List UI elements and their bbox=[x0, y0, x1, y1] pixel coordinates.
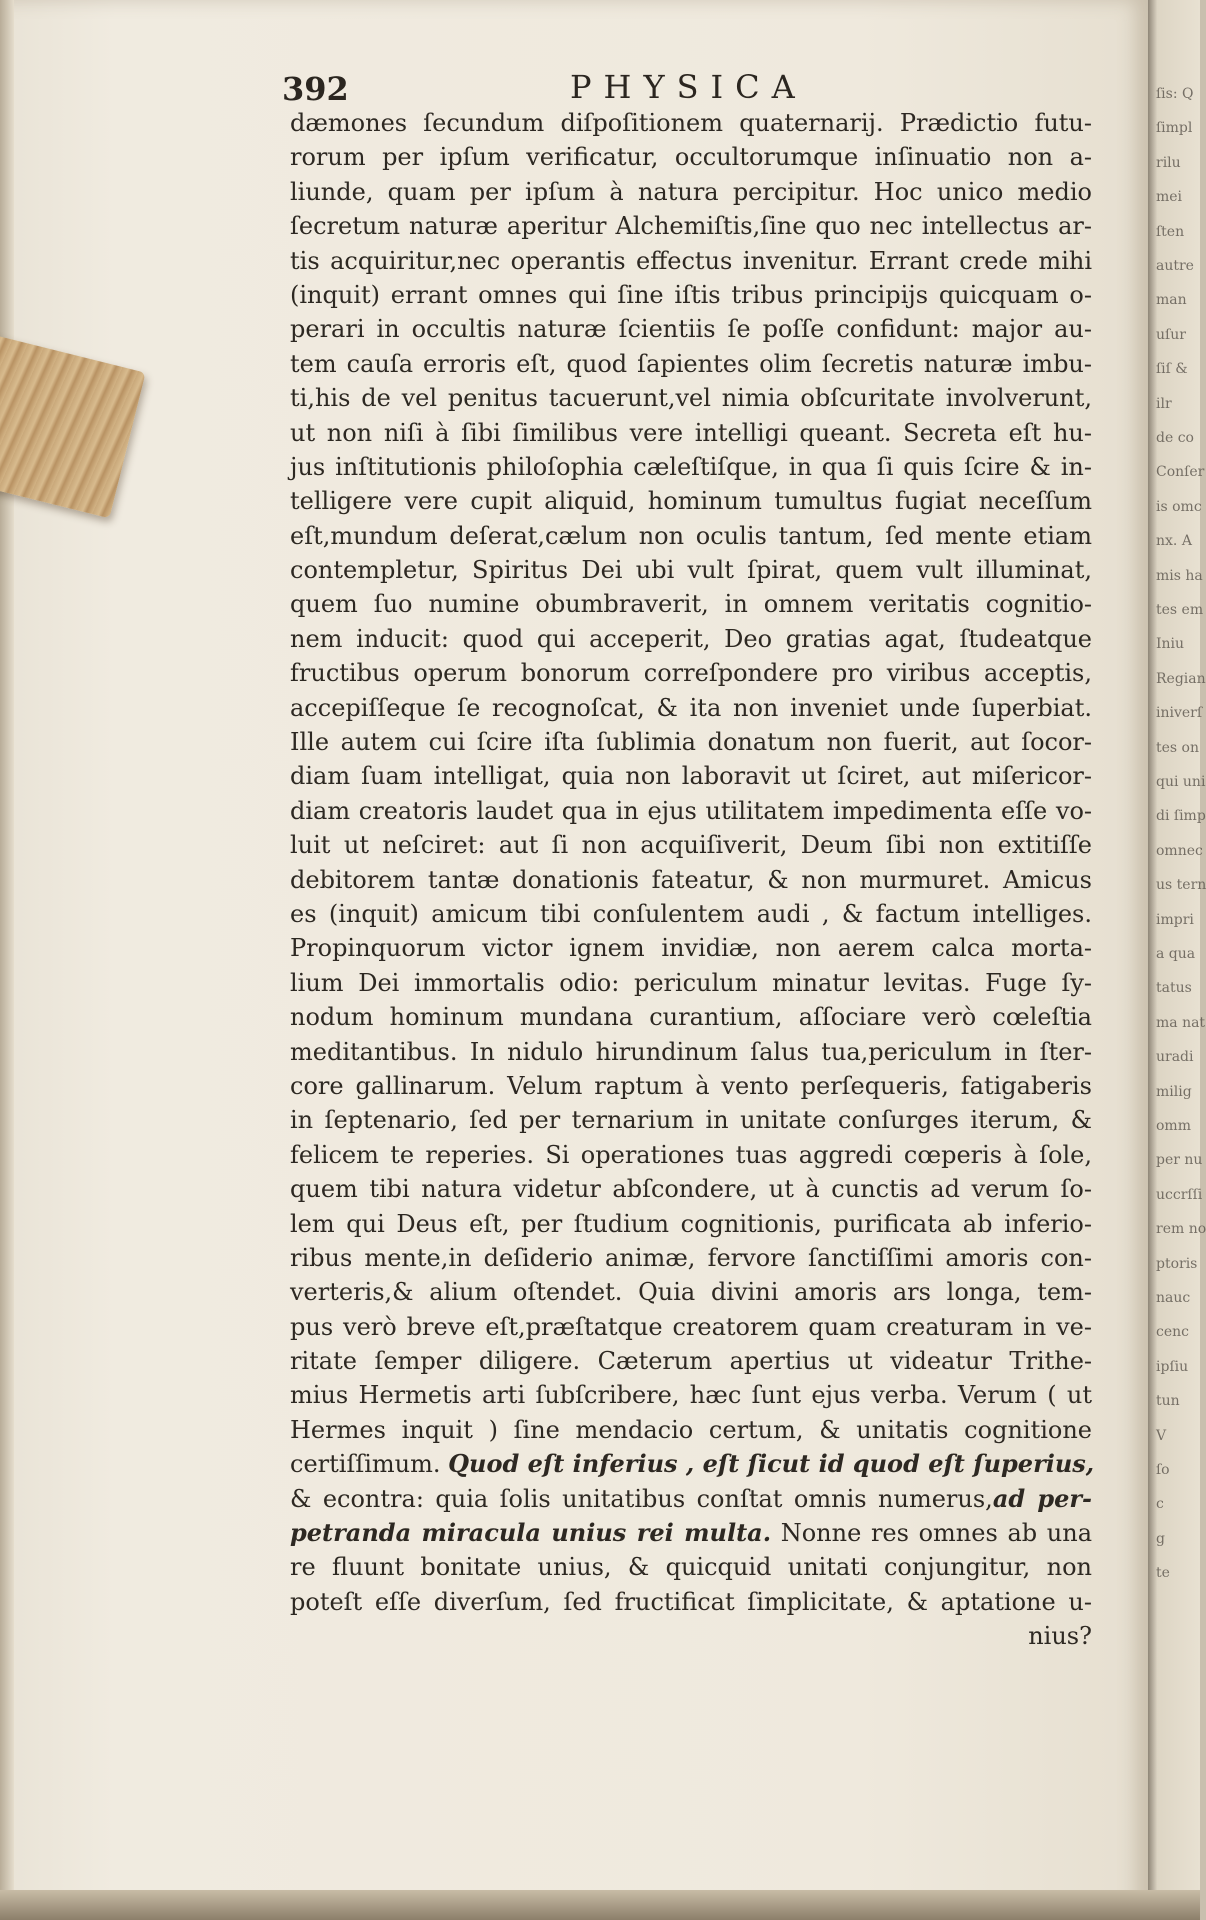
text-line bbox=[290, 794, 1092, 828]
facing-page-fragment: uradi bbox=[1156, 1049, 1194, 1066]
text-line bbox=[290, 828, 1092, 862]
facing-page-fragment: Iniu bbox=[1156, 636, 1185, 653]
facing-page-fragment: tatus bbox=[1156, 980, 1192, 997]
text-line bbox=[290, 381, 1092, 415]
text-line bbox=[290, 1619, 1092, 1653]
facing-page-fragment: tun bbox=[1156, 1393, 1180, 1410]
facing-page-fragment: iniverſ bbox=[1156, 705, 1203, 722]
facing-page-fragment: omnec bbox=[1156, 842, 1203, 859]
italic-quote: ad per- bbox=[992, 1483, 1093, 1513]
italic-quote: Quod eſt inferius , eſt ſicut id quod eſt ſuperius, bbox=[448, 1449, 1095, 1479]
facing-page-fragment: ſis: Q bbox=[1156, 86, 1194, 102]
text-segment: nodum hominum mundana curantium, aſſociare verò cœleſtia bbox=[290, 1003, 1092, 1032]
facing-page-fragment: milig bbox=[1156, 1083, 1192, 1100]
text-segment: core gallinarum. Velum raptum à vento perſequeris, fatigaberis bbox=[290, 1071, 1092, 1100]
text-segment: ritate ſemper diligere. Cæterum apertius ut videatur Trithe- bbox=[290, 1347, 1092, 1376]
text-line bbox=[290, 587, 1092, 621]
facing-page-fragment: is omc bbox=[1156, 498, 1202, 515]
text-segment: verteris,& alium oſtendet. Quia divini amoris ars longa, tem- bbox=[290, 1278, 1092, 1307]
text-segment: Hermes inquit ) ſine mendacio certum, & unitatis cognitione bbox=[290, 1415, 1092, 1444]
text-line bbox=[290, 1275, 1092, 1309]
text-segment: rorum per ipſum verificatur, occultorumque inſinuatio non a- bbox=[290, 143, 1092, 172]
text-segment: Nonne res omnes ab una bbox=[771, 1519, 1092, 1548]
text-line bbox=[290, 553, 1092, 587]
text-segment: liunde, quam per ipſum à natura percipitur. Hoc unico medio bbox=[290, 177, 1092, 206]
text-line bbox=[290, 209, 1092, 243]
text-line bbox=[290, 312, 1092, 346]
text-line bbox=[290, 1310, 1092, 1344]
text-segment: nem inducit: quod qui acceperit, Deo gratias agat, ſtudeatque bbox=[290, 624, 1092, 653]
text-line bbox=[290, 1000, 1092, 1034]
text-line bbox=[290, 759, 1092, 793]
facing-page-fragment: mei bbox=[1156, 189, 1183, 206]
facing-page-fragment: g bbox=[1156, 1530, 1165, 1547]
text-line bbox=[290, 897, 1092, 931]
facing-page-fragment: tes em bbox=[1156, 602, 1204, 618]
text-line bbox=[290, 416, 1092, 450]
text-segment: poteſt eſſe diverſum, ſed fructificat ſimplicitate, & aptatione u- bbox=[290, 1587, 1092, 1616]
facing-page-fragment: ipſiu bbox=[1156, 1358, 1189, 1375]
text-line bbox=[290, 863, 1092, 897]
text-line bbox=[290, 1035, 1092, 1069]
text-segment: pus verò breve eſt,præſtatque creatorem quam creaturam in ve- bbox=[290, 1312, 1092, 1341]
text-line bbox=[290, 931, 1092, 965]
facing-page-fragment: de co bbox=[1156, 430, 1194, 446]
facing-page-fragment: us tern bbox=[1156, 877, 1206, 894]
text-segment: felicem te reperies. Si operationes tuas aggredi cœperis à ſole, bbox=[290, 1140, 1092, 1169]
text-segment: contempletur, Spiritus Dei ubi vult ſpirat, quem vult illuminat, bbox=[290, 556, 1092, 585]
text-line bbox=[290, 484, 1092, 518]
facing-page-fragment: di ſimp bbox=[1156, 808, 1206, 825]
facing-page-fragment: ma nat bbox=[1156, 1014, 1206, 1031]
text-segment: lem qui Deus eſt, per ſtudium cognitionis, purificata ab inferio- bbox=[290, 1209, 1092, 1238]
facing-page-fragment: rem no bbox=[1156, 1221, 1206, 1238]
text-line bbox=[290, 966, 1092, 1000]
text-segment: ſecretum naturæ aperitur Alchemiſtis,ſine quo nec intellectus ar- bbox=[290, 212, 1092, 241]
facing-page-fragment: mis ha bbox=[1156, 567, 1203, 584]
text-segment: luit ut neſciret: aut ſi non acquiſiverit, Deum ſibi non extitiſſe bbox=[290, 831, 1092, 860]
text-line bbox=[290, 1482, 1092, 1516]
text-segment: jus inſtitutionis philoſophia cæleſtiſque, in qua ſi quis ſcire & in- bbox=[290, 452, 1092, 481]
text-segment: & econtra: quia ſolis unitatibus conſtat omnis numerus, bbox=[290, 1484, 993, 1513]
text-segment: tis acquiritur,nec operantis effectus invenitur. Errant crede mihi bbox=[290, 246, 1092, 275]
facing-page-fragment: impri bbox=[1156, 911, 1194, 928]
text-line bbox=[290, 1516, 1092, 1550]
text-segment: diam ſuam intelligat, quia non laboravit ut ſciret, aut miſericor- bbox=[290, 762, 1092, 791]
text-segment: debitorem tantæ donationis fateatur, & non murmuret. Amicus bbox=[290, 865, 1092, 894]
text-segment: ribus mente,in deſiderio animæ, fervore ſanctiſſimi amoris con- bbox=[290, 1243, 1092, 1272]
text-line bbox=[290, 278, 1092, 312]
text-segment: Ille autem cui ſcire iſta ſublimia donatum non fuerit, aut ſocor- bbox=[290, 728, 1092, 757]
facing-page-fragment: ſiſ & bbox=[1156, 361, 1188, 378]
facing-page-fragment: man bbox=[1156, 292, 1187, 309]
facing-page-fragment: nauc bbox=[1156, 1290, 1191, 1306]
text-segment: nius? bbox=[1028, 1622, 1092, 1651]
facing-page-edge bbox=[1148, 0, 1206, 1920]
text-line bbox=[290, 656, 1092, 690]
text-segment: es (inquit) amicum tibi conſulentem audi , & factum intelliges. bbox=[290, 899, 1092, 928]
text-line bbox=[290, 1069, 1092, 1103]
text-line bbox=[290, 1207, 1092, 1241]
facing-page-fragment: ſo bbox=[1156, 1462, 1170, 1478]
text-line bbox=[290, 519, 1092, 553]
page-number: 392 bbox=[282, 70, 349, 108]
facing-page-fragment: ſten bbox=[1156, 223, 1185, 240]
facing-page-fragment: V bbox=[1156, 1427, 1167, 1444]
facing-page-fragment: tes on bbox=[1156, 739, 1199, 756]
text-line bbox=[290, 106, 1092, 140]
text-segment: eſt,mundum deſerat,cælum non oculis tantum, ſed mente etiam bbox=[290, 521, 1092, 550]
text-line bbox=[290, 1344, 1092, 1378]
body-text bbox=[290, 106, 1095, 1654]
text-segment: accepiſſeque ſe recognoſcat, & ita non inveniet unde ſuperbiat. bbox=[290, 693, 1092, 722]
facing-page-fragment: omm bbox=[1156, 1118, 1191, 1134]
text-line bbox=[290, 347, 1092, 381]
page-bottom-edge bbox=[0, 1890, 1200, 1920]
text-line bbox=[290, 450, 1092, 484]
text-line bbox=[290, 622, 1092, 656]
facing-page-fragment: autre bbox=[1156, 258, 1194, 274]
text-segment: mius Hermetis arti ſubſcribere, hæc ſunt ejus verba. Verum ( ut bbox=[290, 1381, 1092, 1410]
text-line bbox=[290, 140, 1092, 174]
text-line bbox=[290, 1413, 1092, 1447]
text-segment: perari in occultis naturæ ſcientiis ſe poſſe confidunt: major au- bbox=[290, 315, 1092, 344]
text-segment: ti,his de vel penitus tacuerunt,vel nimia obſcuritate involverunt, bbox=[290, 384, 1092, 413]
text-line bbox=[290, 1172, 1092, 1206]
text-segment: fructibus operum bonorum correſpondere pro viribus acceptis, bbox=[290, 659, 1092, 688]
facing-page-fragment: ptoris bbox=[1156, 1255, 1198, 1272]
text-line bbox=[290, 725, 1092, 759]
text-segment: telligere vere cupit aliquid, hominum tumultus fugiat neceſſum bbox=[290, 487, 1092, 516]
running-title: PHYSICA bbox=[570, 68, 807, 106]
text-line bbox=[290, 175, 1092, 209]
text-segment: re fluunt bonitate unius, & quicquid unitati conjungitur, non bbox=[290, 1553, 1092, 1582]
facing-page-fragment: qui uni bbox=[1156, 774, 1206, 790]
text-line bbox=[290, 1103, 1092, 1137]
text-segment: lium Dei immortalis odio: periculum minatur levitas. Fuge ſy- bbox=[290, 968, 1092, 997]
text-segment: diam creatoris laudet qua in ejus utilitatem impedimenta eſſe vo- bbox=[290, 796, 1092, 825]
text-segment: tem cauſa erroris eſt, quod ſapientes olim ſecretis naturæ imbu- bbox=[290, 349, 1092, 378]
facing-page-fragment: Conſer bbox=[1156, 464, 1205, 481]
text-line bbox=[290, 1378, 1092, 1412]
facing-page-fragment: a qua bbox=[1156, 946, 1196, 962]
facing-page-fragment: Regian bbox=[1156, 670, 1206, 687]
page-header bbox=[282, 66, 1102, 110]
text-segment: dæmones ſecundum diſpoſitionem quaternarij. Prædictio futu- bbox=[290, 109, 1092, 137]
text-line bbox=[290, 244, 1092, 278]
facing-page-fragment: uccrſſi bbox=[1156, 1186, 1203, 1203]
text-segment: in ſeptenario, ſed per ternarium in unitate conſurges iterum, & bbox=[290, 1106, 1092, 1135]
text-line bbox=[290, 691, 1092, 725]
text-line bbox=[290, 1550, 1092, 1584]
text-segment: quem tibi natura videtur abſcondere, ut à cunctis ad verum ſo- bbox=[290, 1175, 1092, 1204]
text-segment: quem ſuo numine obumbraverit, in omnem veritatis cognitio- bbox=[290, 590, 1092, 619]
text-line bbox=[290, 1447, 1095, 1481]
italic-quote: petranda miracula unius rei multa. bbox=[290, 1518, 772, 1548]
facing-page-fragment: rilu bbox=[1156, 154, 1181, 171]
facing-page-fragment: per nu bbox=[1156, 1152, 1203, 1169]
facing-page-fragment: uſur bbox=[1156, 326, 1186, 343]
facing-page-fragment: nx. A bbox=[1156, 533, 1192, 550]
facing-page-fragment: ſimpl bbox=[1156, 120, 1193, 137]
text-segment: Propinquorum victor ignem invidiæ, non aerem calca morta- bbox=[290, 934, 1092, 963]
text-segment: (inquit) errant omnes qui ſine iſtis tribus principijs quicquam o- bbox=[290, 280, 1092, 309]
text-line bbox=[290, 1138, 1092, 1172]
text-segment: meditantibus. In nidulo hirundinum ſalus tua,periculum in ſter- bbox=[290, 1037, 1092, 1066]
text-line bbox=[290, 1241, 1092, 1275]
facing-page-fragment: ilr bbox=[1156, 395, 1172, 412]
facing-page-fragment: te bbox=[1156, 1565, 1170, 1582]
facing-page-fragment: cenc bbox=[1156, 1324, 1189, 1341]
text-line bbox=[290, 1585, 1092, 1619]
page-left-edge bbox=[0, 0, 14, 1920]
facing-page-fragment: c bbox=[1156, 1496, 1164, 1513]
text-segment: certiſſimum. bbox=[290, 1450, 449, 1479]
text-segment: ut non niſi à ſibi ſimilibus vere intelligi queant. Secreta eſt hu- bbox=[290, 418, 1092, 447]
